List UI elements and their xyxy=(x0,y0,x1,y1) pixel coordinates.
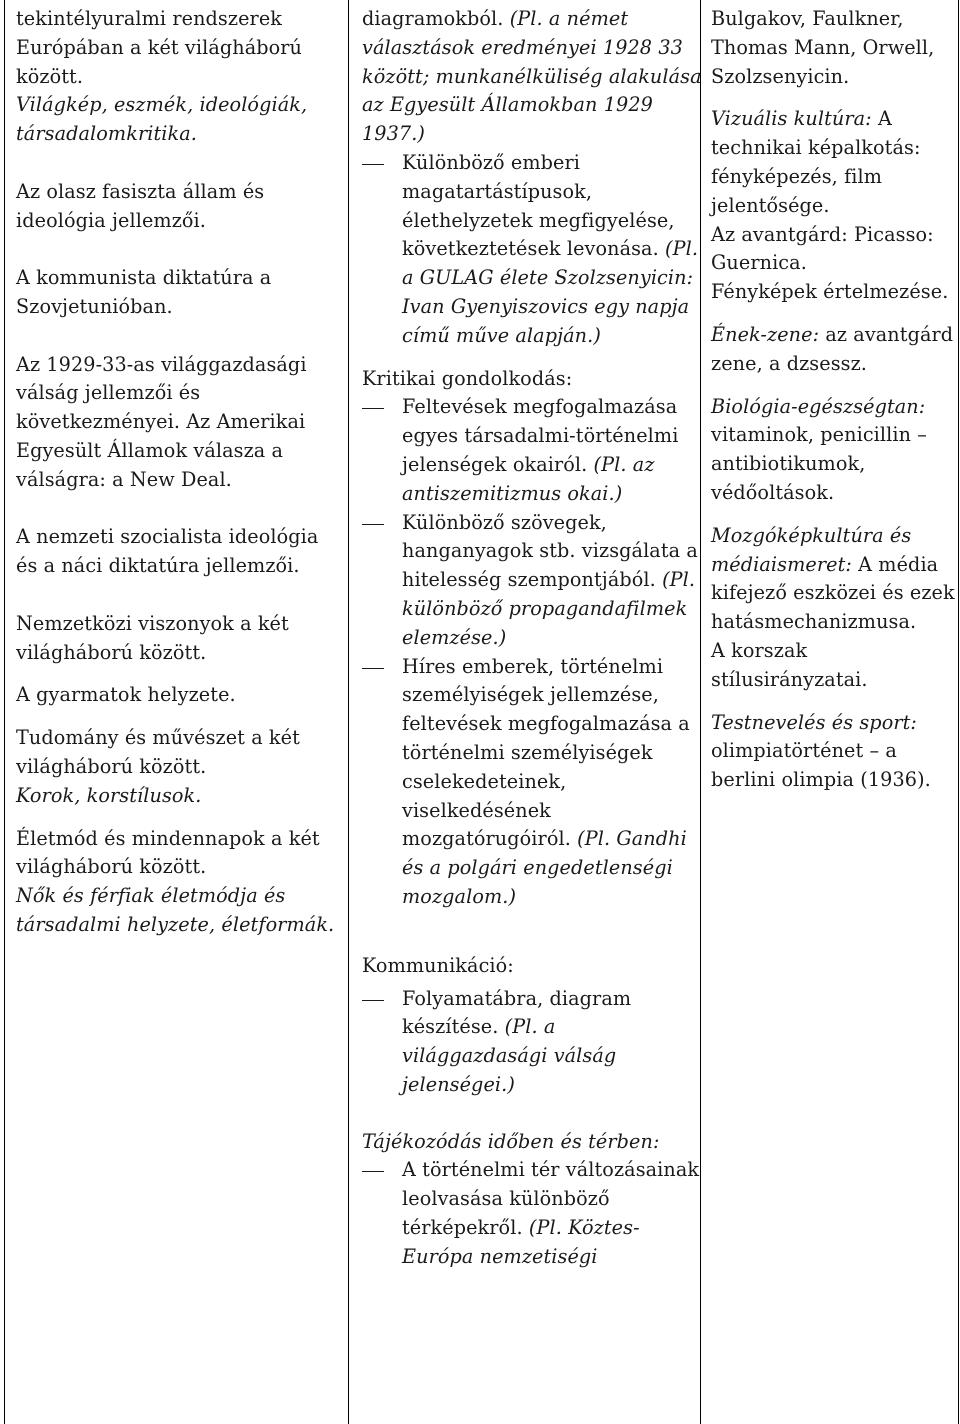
list-item: Folyamatábra, diagram készítése. (Pl. a világgazdasági válság jelenségei.) xyxy=(362,985,702,1100)
list-item: Feltevések megfogalmazása egyes társadalmi-történelmi jelenségek okairól. (Pl. az antiszemitizmus okai.) xyxy=(362,393,702,508)
critical-thinking-list xyxy=(362,393,702,911)
communication-heading: Kommunikáció: xyxy=(362,953,514,977)
topic-international-relations: Nemzetközi viszonyok a két világháború között. xyxy=(16,611,289,664)
topic-italian-fascism: Az olasz fasiszta állam és ideológia jellemzői. xyxy=(16,179,265,232)
authors-list: Bulgakov, Faulkner, Thomas Mann, Orwell, Szolzsenyicin. xyxy=(711,7,935,88)
orientation-list xyxy=(362,1156,702,1271)
topic-communist-dictatorship: A kommunista diktatúra a Szovjetunióban. xyxy=(16,266,272,318)
biology: Biológia-egészségtan: vitaminok, penicillin – antibiotikumok, védőoltások. xyxy=(711,394,927,504)
topic-science-art: Tudomány és művészet a két világháború között. Korok, korstílusok. xyxy=(16,726,300,807)
topic-colonies: A gyarmatok helyzete. xyxy=(16,683,236,707)
list-item: Különböző szövegek, hanganyagok stb. vizsgálata a hitelesség szempontjából. (Pl. különböző propagandafilmek elemzése.) xyxy=(362,509,702,653)
physical-education: Testnevelés és sport: olimpiatörténet – a berlini olimpia (1936). xyxy=(711,710,931,792)
list-item: Különböző emberi magatartástípusok, élethelyzetek megfigyelése, következtetések levonása. (Pl. a GULAG élete Szolzsenyicin: Ivan Gyenyiszovics egy napja című műve alapján.) xyxy=(362,149,702,351)
critical-thinking-heading: Kritikai gondolkodás: xyxy=(362,366,573,390)
communication-list xyxy=(362,985,702,1100)
media-literacy: Mozgóképkultúra és médiaismeret: A média kifejező eszközei és ezek hatásmechanizmusa. A korszak stílusirányzatai. xyxy=(711,523,955,691)
orientation-heading: Tájékozódás időben és térben: xyxy=(362,1129,660,1153)
skills-column xyxy=(362,5,702,1272)
connections-column xyxy=(711,5,956,795)
topic-national-socialism: A nemzeti szocialista ideológia és a náci diktatúra jellemzői. xyxy=(16,525,319,578)
topic-authoritarian-systems: tekintélyuralmi rendszerek Európában a két világháború között. Világkép, eszmék, ideológiák, társadalomkritika. xyxy=(16,7,308,146)
topic-great-depression: Az 1929-33-as világgazdasági válság jellemzői és következményei. Az Amerikai Egyesült Államok válasza a válságra: a New Deal. xyxy=(16,352,307,491)
topic-everyday-life: Életmód és mindennapok a két világháború között. Nők és férfiak életmódja és társadalmi helyzete, életformák. xyxy=(16,826,335,936)
list-item: A történelmi tér változásainak leolvasása különböző térképekről. (Pl. Köztes-Európa nemzetiségi xyxy=(362,1156,702,1271)
visual-culture: Vizuális kultúra: A technikai képalkotás: fényképezés, film jelentősége. Az avantgárd: Picasso: Guernica. Fényképek értelmezése. xyxy=(711,107,949,304)
music: Ének-zene: az avantgárd zene, a dzsessz. xyxy=(711,322,954,375)
diagram-continuation: diagramokból. (Pl. a német választások eredményei 1928 33 között; munkanélküliség alakulása az Egyesült Államokban 1929 1937.) xyxy=(362,7,702,146)
column-divider-1 xyxy=(348,0,349,1424)
list-item: Híres emberek, történelmi személyiségek jellemzése, feltevések megfogalmazása a történelmi személyiségek cselekedeteinek, viselkedésének mozgatórugóiról. (Pl. Gandhi és a polgári engedetlenségi mozgalom.) xyxy=(362,653,702,912)
topics-column xyxy=(16,5,346,940)
behaviour-list xyxy=(362,149,702,351)
